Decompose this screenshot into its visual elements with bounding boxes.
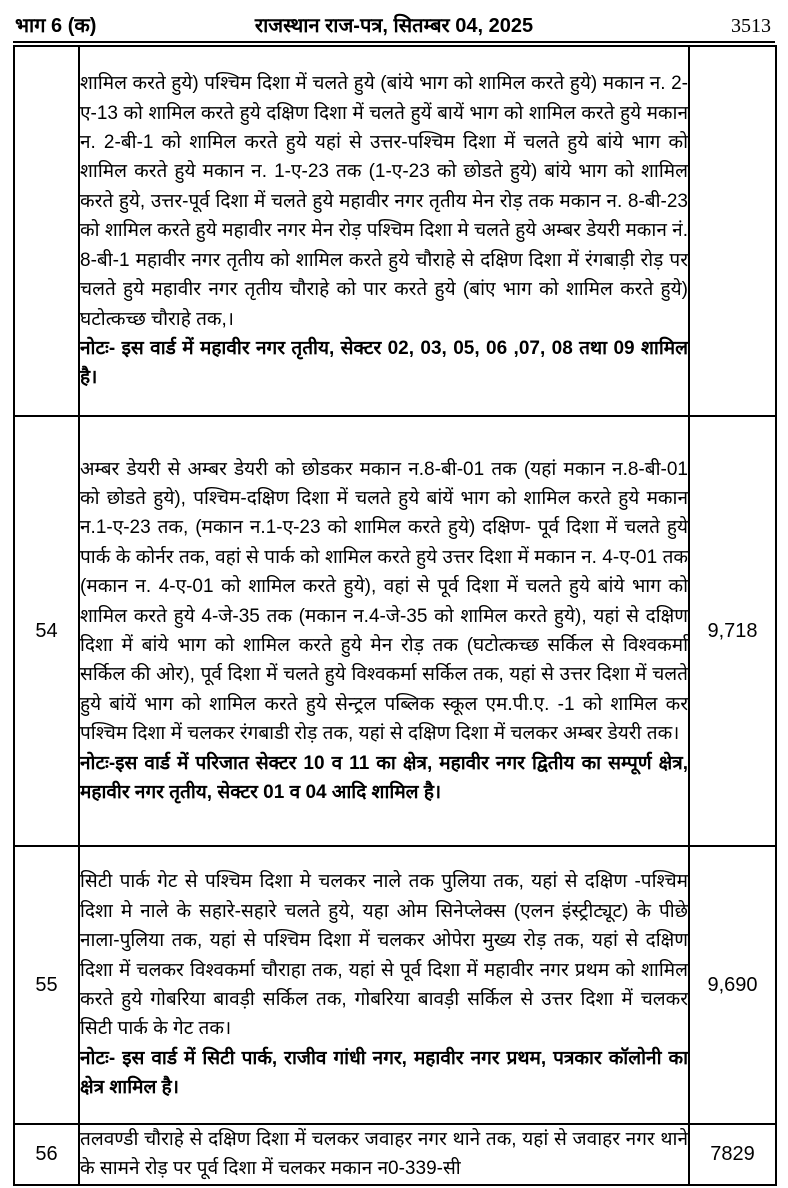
- table-row: [14, 46, 776, 416]
- ward-number-cell: 56: [14, 1124, 79, 1185]
- ward-note: नोटः- इस वार्ड में महावीर नगर तृतीय, सेक्टर 02, 03, 05, 06 ,07, 08 तथा 09 शामिल है।: [80, 337, 688, 389]
- header-title: राजस्थान राज-पत्र, सितम्बर 04, 2025: [254, 15, 534, 37]
- ward-note: नोटः-इस वार्ड में परिजात सेक्टर 10 व 11 का क्षेत्र, महावीर नगर द्वितीय का सम्पूर्ण क्षेत्र, महावीर नगर तृतीय, सेक्टर 01 व 04 आदि शामिल है।: [80, 752, 688, 804]
- ward-boundary-table: [13, 45, 777, 1186]
- ward-description: शामिल करते हुये) पश्चिम दिशा में चलते हुये (बांये भाग को शामिल करते हुये) मकान न. 2-ए-13 को शामिल करते हुये दक्षिण दिशा में चलते हुयें बायें भाग को शामिल करते हुये मकान न. 2-बी-1 को शामिल करते हुये यहां से उत्तर-पश्चिम दिशा में चलते हुये बांये भाग को शामिल करते हुये मकान न. 1-ए-23 तक (1-ए-23 को छोडते हुये) बांये भाग को शामिल करते हुये, उत्तर-पूर्व दिशा में चलते हुये महावीर नगर तृतीय मेन रोड़ तक मकान न. 8-बी-23 को शामिल करते हुये महावीर नगर मेन रोड़ पश्चिम दिशा मे चलते हुये अम्बर डेयरी मकान नं. 8-बी-1 महावीर नगर तृतीय को शामिल करते हुये चौराहे से दक्षिण दिशा में रंगबाड़ी रोड़ पर चलते हुये महावीर नगर तृतीय चौराहे को पार करते हुये (बांए भाग को शामिल करते हुये) घटोत्कच्छ चौराहे तक,।: [80, 73, 688, 330]
- ward-description: अम्बर डेयरी से अम्बर डेयरी को छोडकर मकान न.8-बी-01 तक (यहां मकान न.8-बी-01 को छोडते हुये), पश्चिम-दक्षिण दिशा में चलते हुये बांयें भाग को शामिल करते हुये मकान न.1-ए-23 तक, (मकान न.1-ए-23 को शामिल करते हुये) दक्षिण- पूर्व दिशा में चलते हुये पार्क के कोर्नर तक, वहां से पार्क को शामिल करते हुये उत्तर दिशा में मकान न. 4-ए-01 तक (मकान न. 4-ए-01 को शामिल करते हुये), वहां से पूर्व दिशा में चलते हुये बांये भाग को शामिल करते हुये 4-जे-35 तक (मकान न.4-जे-35 को शामिल करते हुये), यहां से दक्षिण दिशा में बांये भाग को शामिल करते हुये मेन रोड़ तक (घटोत्कच्छ सर्किल से विश्वकर्मा सर्किल की ओर), पूर्व दिशा में चलते हुये विश्वकर्मा सर्किल तक, यहां से उत्तर दिशा में चलते हुये बांयें भाग को शामिल करते हुये सेन्ट्रल पब्लिक स्कूल एम.पी.ए. -1 को शामिल कर पश्चिम दिशा में चलकर रंगबाडी रोड़ तक, यहां से दक्षिण दिशा में चलकर अम्बर डेयरी तक।: [80, 458, 688, 745]
- ward-description-cell: [79, 1124, 689, 1185]
- page-header: [13, 6, 775, 43]
- ward-description-cell: [79, 46, 689, 416]
- table-row: [14, 416, 776, 846]
- ward-description-cell: [79, 846, 689, 1124]
- ward-description: सिटी पार्क गेट से पश्चिम दिशा मे चलकर नाले तक पुलिया तक, यहां से दक्षिण -पश्चिम दिशा मे नाले के सहारे-सहारे चलते हुये, यहा ओम सिनेप्लेक्स (एलन इंस्ट्रीट्यूट) के पीछे नाला-पुलिया तक, यहां से पश्चिम दिशा में चलकर ओपेरा मुख्य रोड़ तक, यहां से दक्षिण दिशा में चलकर विश्वकर्मा चौराहा तक, यहां से पूर्व दिशा में महावीर नगर प्रथम को शामिल करते हुये गोबरिया बावड़ी सर्किल तक, गोबरिया बावड़ी सर्किल से उत्तर दिशा में चलकर सिटी पार्क के गेट तक।: [80, 871, 688, 1040]
- table-row: [14, 846, 776, 1124]
- population-cell: 9,718: [689, 416, 776, 846]
- population-cell: 7829: [689, 1124, 776, 1185]
- population-cell: 9,690: [689, 846, 776, 1124]
- ward-number-cell: 54: [14, 416, 79, 846]
- ward-description: तलवण्डी चौराहे से दक्षिण दिशा में चलकर जवाहर नगर थाने तक, यहां से जवाहर नगर थाने के सामने रोड़ पर पूर्व दिशा में चलकर मकान न0-339-सी: [80, 1129, 688, 1180]
- population-cell: [689, 46, 776, 416]
- header-page-number: 3513: [731, 15, 771, 37]
- ward-note: नोटः- इस वार्ड में सिटी पार्क, राजीव गांधी नगर, महावीर नगर प्रथम, पत्रकार कॉलोनी का क्षेत्र शामिल है।: [80, 1047, 688, 1099]
- table-row: [14, 1124, 776, 1185]
- ward-number-cell: [14, 46, 79, 416]
- header-part-label: भाग 6 (क): [15, 15, 97, 37]
- ward-description-cell: [79, 416, 689, 846]
- ward-number-cell: 55: [14, 846, 79, 1124]
